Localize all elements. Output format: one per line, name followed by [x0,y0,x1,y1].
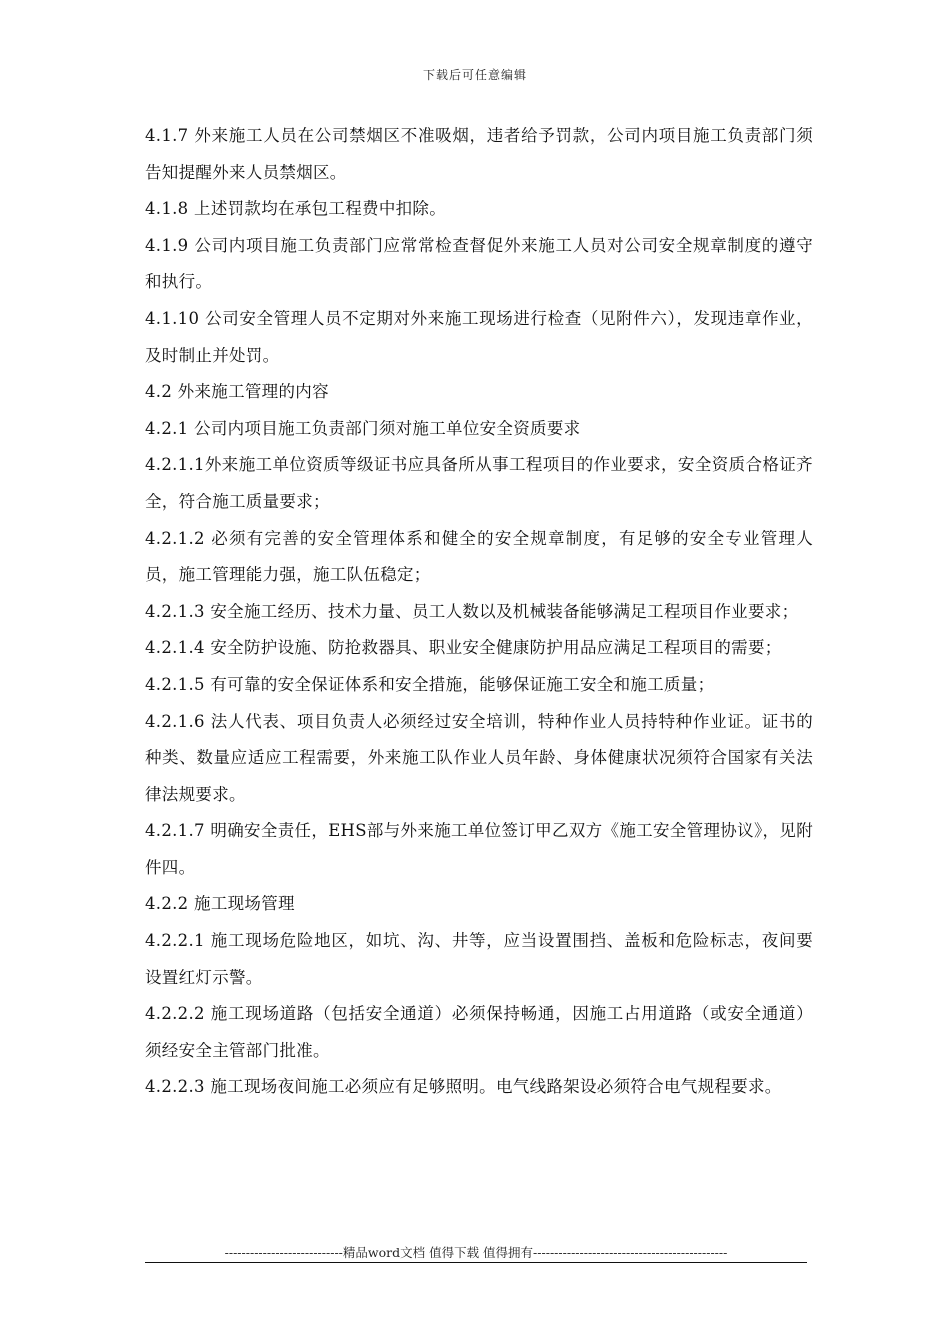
paragraph-4-2-2-3: 4.2.2.3 施工现场夜间施工必须应有足够照明。电气线路架设必须符合电气规程要求。 [145,1077,782,1097]
paragraph-4-1-9: 4.1.9 公司内项目施工负责部门应常常检查督促外来施工人员对公司安全规章制度的遵守和执行。 [145,235,813,292]
footer-divider [145,1262,807,1263]
page-footer: ----------------------------精品word文档 值得下载 值得拥有---------------------------------------------- [224,1245,728,1260]
paragraph-4-1-7: 4.1.7 外来施工人员在公司禁烟区不准吸烟，违者给予罚款，公司内项目施工负责部门须告知提醒外来人员禁烟区。 [145,126,813,182]
document-body [145,118,813,1106]
heading-4-2-1: 4.2.1 公司内项目施工负责部门须对施工单位安全资质要求 [145,418,581,438]
paragraph-4-2-1-7: 4.2.1.7 明确安全责任，EHS部与外来施工单位签订甲乙双方《施工安全管理协议》，见附件四。 [145,821,813,877]
heading-4-2-2: 4.2.2 施工现场管理 [145,894,295,914]
heading-4-2: 4.2 外来施工管理的内容 [145,382,329,402]
paragraph-4-2-1-3: 4.2.1.3 安全施工经历、技术力量、员工人数以及机械装备能够满足工程项目作业要求； [145,601,799,621]
paragraph-4-2-2-1: 4.2.2.1 施工现场危险地区，如坑、沟、井等，应当设置围挡、盖板和危险标志，夜间要设置红灯示警。 [145,931,813,987]
page-header: 下载后可任意编辑 [422,68,527,82]
paragraph-4-2-1-1: 4.2.1.1外来施工单位资质等级证书应具备所从事工程项目的作业要求，安全资质合格证齐全，符合施工质量要求； [145,455,813,511]
paragraph-4-1-10: 4.1.10 公司安全管理人员不定期对外来施工现场进行检查（见附件六），发现违章作业，及时制止并处罚。 [145,308,813,365]
paragraph-4-2-1-2: 4.2.1.2 必须有完善的安全管理体系和健全的安全规章制度，有足够的安全专业管理人员，施工管理能力强，施工队伍稳定； [145,528,813,585]
paragraph-4-2-1-6: 4.2.1.6 法人代表、项目负责人必须经过安全培训，特种作业人员持特种作业证。证书的种类、数量应适应工程需要，外来施工队作业人员年龄、身体健康状况须符合国家有关法律法规要求。 [145,711,813,804]
paragraph-4-1-8: 4.1.8 上述罚款均在承包工程费中扣除。 [145,199,447,219]
paragraph-4-2-1-4: 4.2.1.4 安全防护设施、防抢救器具、职业安全健康防护用品应满足工程项目的需要； [145,638,782,658]
paragraph-4-2-2-2: 4.2.2.2 施工现场道路（包括安全通道）必须保持畅通，因施工占用道路（或安全通道）须经安全主管部门批准。 [145,1004,813,1060]
paragraph-4-2-1-5: 4.2.1.5 有可靠的安全保证体系和安全措施，能够保证施工安全和施工质量； [145,674,715,694]
